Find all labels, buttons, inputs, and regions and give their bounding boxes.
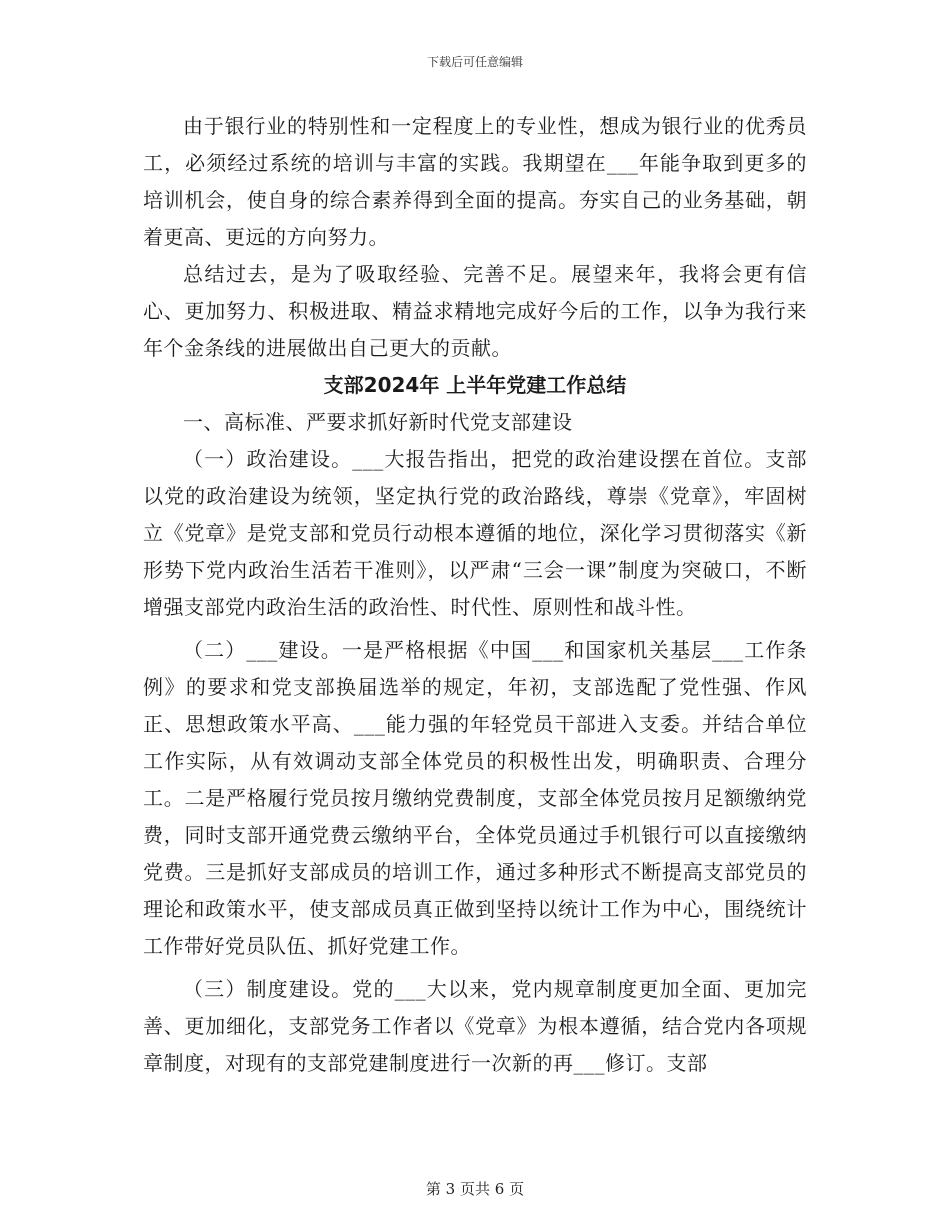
page-footer: 第 3 页共 6 页 <box>425 1180 525 1198</box>
document-body <box>143 108 807 1082</box>
paragraph-organization-building: （二）___建设。一是严格根据《中国___和国家机关基层___工作条例》的要求和党支部换届选举的规定，年初，支部选配了党性强、作风正、思想政策水平高、___能力强的年轻党员干部进入支委。并结合单位工作实际，从有效调动支部全体党员的积极性出发，明确职责、合理分工。二是严格履行党员按月缴纳党费制度，支部全体党员按月足额缴纳党费，同时支部开通党费云缴纳平台，全体党员通过手机银行可以直接缴纳党费。三是抓好支部成员的培训工作，通过多种形式不断提高支部党员的理论和政策水平，使支部成员真正做到坚持以统计工作为中心，围绕统计工作带好党员队伍、抓好党建工作。 <box>143 638 807 958</box>
paragraph-system-building: （三）制度建设。党的___大以来，党内规章制度更加全面、更加完善、更加细化，支部党务工作者以《党章》为根本遵循，结合党内各项规章制度，对现有的支部党建制度进行一次新的再___修订。支部 <box>143 977 807 1075</box>
header-note: 下载后可任意编辑 <box>426 55 523 69</box>
paragraph-political-building: （一）政治建设。___大报告指出，把党的政治建设摆在首位。支部以党的政治建设为统领，坚定执行党的政治路线，尊崇《党章》，牢固树立《党章》是党支部和党员行动根本遵循的地位，深化学习贯彻落实《新形势下党内政治生活若干准则》，以严肃“三会一课”制度为突破口，不断增强支部党内政治生活的政治性、时代性、原则性和战斗性。 <box>143 447 807 619</box>
paragraph-training: 由于银行业的特别性和一定程度上的专业性，想成为银行业的优秀员工，必须经过系统的培训与丰富的实践。我期望在___年能争取到更多的培训机会，使自身的综合素养得到全面的提高。夯实自己的业务基础，朝着更高、更远的方向努力。 <box>143 114 807 249</box>
section-heading: 一、高标准、严要求抓好新时代党支部建设 <box>183 410 573 434</box>
document-title: 支部2024年 上半年党建工作总结 <box>323 373 627 397</box>
paragraph-summary: 总结过去，是为了吸取经验、完善不足。展望来年，我将会更有信心、更加努力、积极进取、精益求精地完成好今后的工作，以争为我行来年个金条线的进展做出自己更大的贡献。 <box>143 262 807 360</box>
